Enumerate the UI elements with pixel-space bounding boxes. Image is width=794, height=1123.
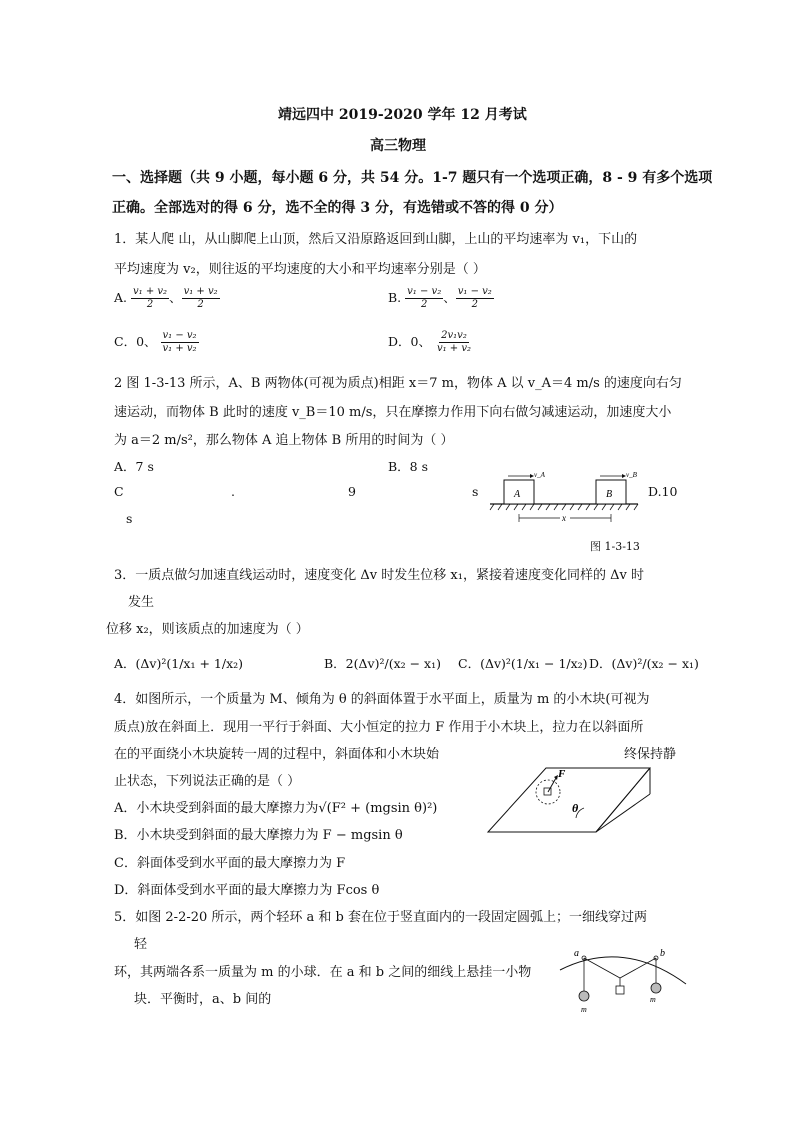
velocity-b-label: v_B [626, 471, 637, 479]
q2-option-d-unit: s [126, 511, 133, 526]
q1-option-c-fraction [161, 330, 199, 355]
frac-den: 2 [471, 299, 478, 310]
ground-hatching [490, 504, 638, 510]
q4-option-a: A．小木块受到斜面的最大摩擦力为√(F² + (mgsin θ)²) [114, 801, 438, 816]
fixed-arc [560, 957, 686, 984]
q3-line2: 发生 [128, 595, 155, 610]
frac-num: v₁ + v₂ [183, 286, 218, 297]
q3-line3: 位移 x₂，则该质点的加速度为（ ） [106, 622, 309, 637]
q2-option-a: A．7 s [114, 459, 154, 474]
q5-line4: 块．平衡时，a、b 间的 [134, 992, 272, 1007]
q1-option-b-separator: 、 [443, 290, 456, 305]
q2-line1: 2 图 1-3-13 所示，A、B 两物体(可视为质点)相距 x＝7 m，物体 A 以 v_A＝4 m/s 的速度向右匀 [114, 376, 682, 391]
q1-option-b-label: B. [388, 290, 402, 305]
q1-option-d-fraction [435, 330, 473, 355]
exam-subject: 高三物理 [370, 138, 426, 154]
frac-den: 2 [146, 299, 154, 310]
q2-option-c-letter: C [114, 484, 124, 499]
frac-num: v₁ − v₂ [162, 330, 197, 341]
q5-line2: 轻 [134, 937, 148, 952]
block-b-label: B [606, 489, 613, 500]
q1-option-d-label: D．0、 [388, 334, 431, 349]
q2-option-b: B．8 s [388, 459, 429, 474]
hanging-block [616, 986, 624, 994]
force-f-label: F [558, 768, 566, 780]
q1-option-b-fraction-2 [456, 286, 494, 311]
q1-option-a [114, 286, 220, 311]
distance-label: x [562, 513, 566, 523]
q4-line3a: 在的平面绕小木块旋转一周的过程中，斜面体和小木块始 [114, 747, 440, 762]
incline-top-face [488, 768, 650, 832]
ball-right-mass-label: m [650, 995, 656, 1004]
q4-line3b: 终保持静 [624, 747, 677, 762]
frac-den: v₁ + v₂ [162, 343, 197, 354]
q1-option-c [114, 330, 199, 355]
velocity-a-label: v_A [534, 471, 545, 479]
q2-option-c-value: 9 [348, 484, 356, 499]
frac-den: 2 [197, 299, 204, 310]
q3-option-c: C．(Δv)²(1/x₁ − 1/x₂) [458, 656, 588, 671]
angle-theta-label: θ [572, 801, 579, 815]
q1-option-a-fraction-2 [182, 286, 220, 311]
q1-option-c-label: C．0、 [114, 334, 157, 349]
section-heading-line2: 正确。全部选对的得 6 分，选不全的得 3 分，有选错或不答的得 0 分） [112, 200, 563, 216]
q3-option-a: A．(Δv)²(1/x₁ + 1/x₂) [114, 656, 244, 671]
frac-num: 2v₁v₂ [441, 330, 467, 341]
q4-option-d: D．斜面体受到水平面的最大摩擦力为 Fcos θ [114, 883, 380, 898]
q4-line2: 质点)放在斜面上．现用一平行于斜面、大小恒定的拉力 F 作用于小木块上，拉力在以斜面所 [114, 720, 644, 735]
q1-option-b-fraction-1 [405, 286, 443, 311]
q2-option-c-dot: . [231, 484, 235, 499]
q3-option-d: D．(Δv)²/(x₂ − x₁) [589, 656, 699, 671]
q5-line3: 环，其两端各系一质量为 m 的小球．在 a 和 b 之间的细线上悬挂一小物 [114, 965, 532, 980]
q1-line2: 平均速度为 v₂，则往返的平均速度的大小和平均速率分别是（ ） [114, 262, 486, 277]
q4-option-c: C．斜面体受到水平面的最大摩擦力为 F [114, 856, 346, 871]
section-heading-line1: 一、选择题（共 9 小题，每小题 6 分，共 54 分。1-7 题只有一个选项正确，8 - 9 有多个选项 [112, 170, 713, 186]
q4-figure [484, 764, 654, 836]
block-a-label: A [514, 489, 521, 500]
ring-a-label: a [574, 948, 579, 959]
q1-option-d [388, 330, 473, 355]
frac-num: v₁ + v₂ [133, 286, 168, 297]
exam-title: 靖远四中 2019-2020 学年 12 月考试 [278, 107, 527, 123]
frac-den: 2 [421, 299, 428, 310]
string-middle [584, 958, 656, 978]
frac-num: v₁ − v₂ [457, 286, 492, 297]
q5-line1: 5．如图 2-2-20 所示，两个轻环 a 和 b 套在位于竖直面内的一段固定圆弧上；一细线穿过两 [114, 910, 648, 925]
q2-figure [488, 468, 640, 530]
ring-b-label: b [660, 948, 665, 959]
q2-figure-caption: 图 1-3-13 [590, 540, 640, 553]
q4-line4: 止状态，下列说法正确的是（ ） [114, 774, 301, 789]
q3-option-b: B．2(Δv)²/(x₂ − x₁) [324, 656, 441, 671]
q4-line1: 4．如图所示，一个质量为 M、倾角为 θ 的斜面体置于水平面上，质量为 m 的小木块(可视为 [114, 692, 650, 707]
q1-option-a-label: A. [114, 290, 128, 305]
q1-option-a-fraction-1 [131, 286, 169, 311]
q5-figure [556, 944, 690, 1016]
ball-left [579, 991, 589, 1001]
frac-den: v₁ + v₂ [436, 343, 472, 354]
q1-option-a-separator: 、 [169, 290, 182, 305]
q4-option-b: B．小木块受到斜面的最大摩擦力为 F − mgsin θ [114, 828, 403, 843]
q2-option-c-unit: s [472, 484, 479, 499]
frac-num: v₁ − v₂ [407, 286, 442, 297]
q1-option-b [388, 286, 494, 311]
q2-option-d: D.10 [648, 484, 678, 499]
q3-line1: 3．一质点做匀加速直线运动时，速度变化 Δv 时发生位移 x₁，紧接着速度变化同样的 Δv 时 [114, 568, 644, 583]
ball-left-mass-label: m [581, 1005, 587, 1014]
q2-line3: 为 a＝2 m/s²，那么物体 A 追上物体 B 所用的时间为（ ） [114, 433, 454, 448]
q1-line1: 1．某人爬 山，从山脚爬上山顶，然后又沿原路返回到山脚，上山的平均速率为 v₁，下山的 [114, 232, 638, 247]
q2-line2: 速运动，而物体 B 此时的速度 v_B＝10 m/s，只在摩擦力作用下向右做匀减速运动，加速度大小 [114, 405, 672, 420]
ball-right [651, 983, 661, 993]
